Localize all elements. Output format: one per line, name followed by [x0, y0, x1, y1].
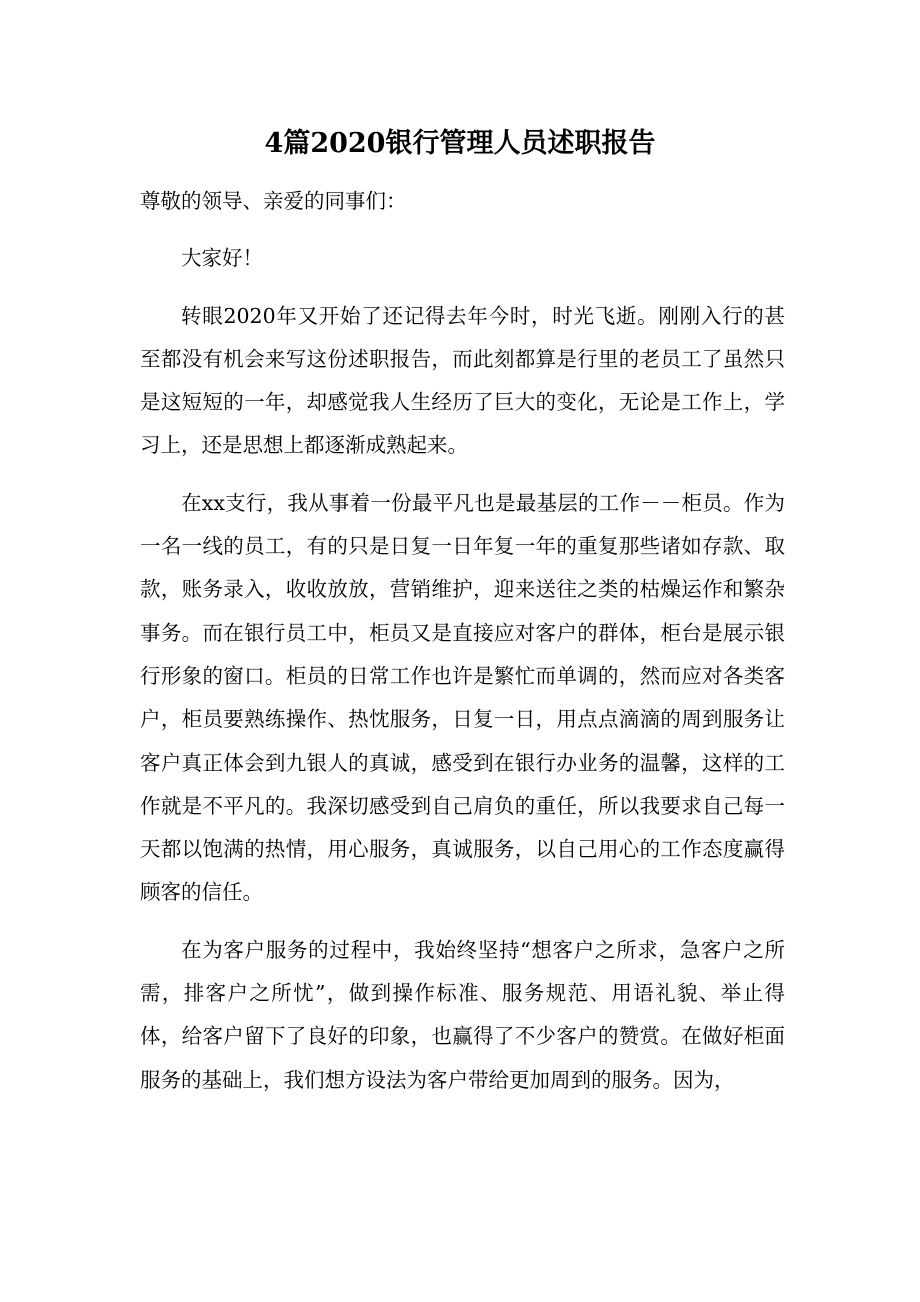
salutation: 尊敬的领导、亲爱的同事们：	[140, 189, 407, 213]
paragraph-customer-service: 在为客户服务的过程中，我始终坚持“想客户之所求，急客户之所需，排客户之所忧”，做到操作标准、服务规范、用语礼貌、举止得体，给客户留下了良好的印象，也赢得了不少客户的赞赏。在做好柜面服务的基础上，我们想方设法为客户带给更加周到的服务。因为，	[140, 937, 785, 1092]
paragraph-intro: 转眼2020年又开始了还记得去年今时，时光飞逝。刚刚入行的甚至都没有机会来写这份述职报告，而此刻都算是行里的老员工了虽然只是这短短的一年，却感觉我人生经历了巨大的变化，无论是工作上，学习上，还是思想上都逐渐成熟起来。	[140, 303, 785, 458]
paragraph-greeting: 大家好！	[181, 246, 263, 271]
document-body	[140, 180, 785, 1116]
paragraph-teller-work: 在xx支行，我从事着一份最平凡也是最基层的工作－－柜员。作为一名一线的员工，有的只是日复一日年复一年的重复那些诸如存款、取款，账务录入，收收放放，营销维护，迎来送往之类的枯燥运作和繁杂事务。而在银行员工中，柜员又是直接应对客户的群体，柜台是展示银行形象的窗口。柜员的日常工作也许是繁忙而单调的，然而应对各类客户，柜员要熟练操作、热忱服务，日复一日，用点点滴滴的周到服务让客户真正体会到九银人的真诚，感受到在银行办业务的温馨，这样的工作就是不平凡的。我深切感受到自己肩负的重任，所以我要求自己每一天都以饱满的热情，用心服务，真诚服务，以自己用心的工作态度赢得顾客的信任。	[140, 490, 785, 905]
document-title: 4篇2020银行管理人员述职报告	[264, 128, 656, 159]
